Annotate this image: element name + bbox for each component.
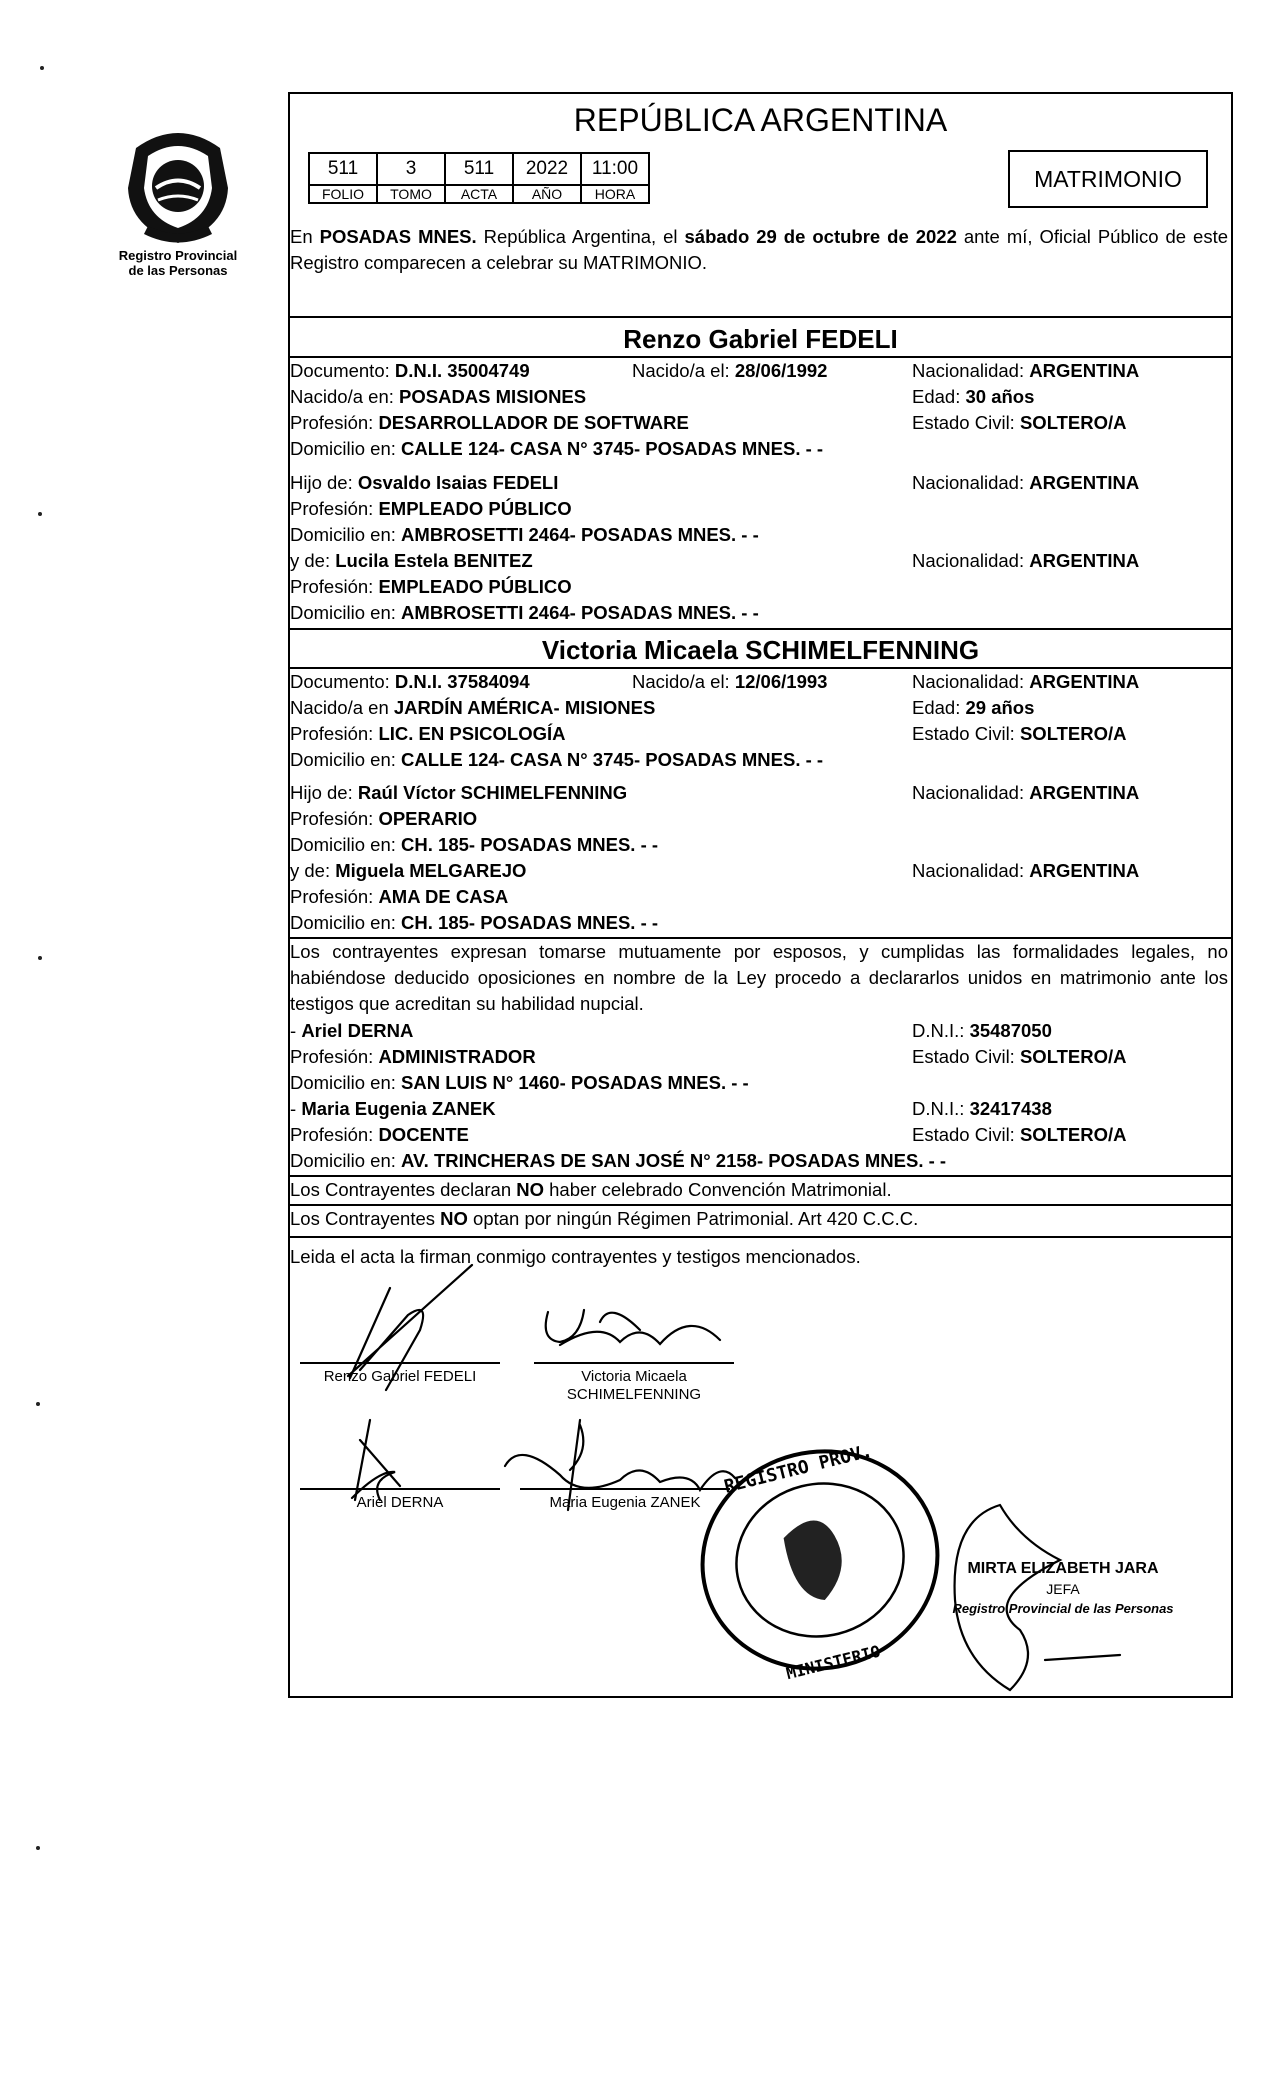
- ano-label: AÑO: [513, 185, 581, 203]
- regime-statement: Los Contrayentes NO optan por ningún Régimen Patrimonial. Art 420 C.C.C.: [290, 1208, 919, 1229]
- folio-label: FOLIO: [309, 185, 377, 203]
- certificate-frame-bottom: [288, 1696, 1233, 1698]
- official-title: JEFA: [1046, 1581, 1080, 1597]
- intro-paragraph: [290, 224, 1228, 276]
- spouse2-signature-line1: Victoria Micaela: [581, 1368, 687, 1385]
- spouse2-birthplace: Nacido/a en JARDÍN AMÉRICA- MISIONES: [290, 697, 656, 718]
- svg-text:MINISTERIO: MINISTERIO: [784, 1641, 883, 1684]
- witness2-address: Domicilio en: AV. TRINCHERAS DE SAN JOSÉ N° 2158- POSADAS MNES. - -: [290, 1150, 947, 1171]
- spouse2-father: Hijo de: Raúl Víctor SCHIMELFENNING: [290, 782, 628, 803]
- divider: [288, 628, 1233, 630]
- intro-text-3: ante mí, Oficial Público de este Registro comparecen a celebrar su MATRIMONIO.: [290, 226, 1228, 273]
- declaration-paragraph: Los contrayentes expresan tomarse mutuamente por esposos, y cumplidas las formalidades legales, no habiéndose deducido oposiciones en nombre de la Ley procedo a declararlos unidos en matrimonio ante los testigos que acreditan su habilidad nupcial.: [290, 941, 1228, 1014]
- witness1-dni: D.N.I.: 35487050: [912, 1020, 1052, 1041]
- spouse1-mother-profession: Profesión: EMPLEADO PÚBLICO: [290, 576, 572, 597]
- witness1-civil-status: Estado Civil: SOLTERO/A: [912, 1046, 1127, 1067]
- spouse2-father-nationality: Nacionalidad: ARGENTINA: [912, 782, 1140, 803]
- witness2-dni: D.N.I.: 32417438: [912, 1098, 1052, 1119]
- logo-caption-line2: de las Personas: [128, 263, 228, 278]
- page-title: REPÚBLICA ARGENTINA: [573, 102, 948, 138]
- spouse1-mother-nationality: Nacionalidad: ARGENTINA: [912, 550, 1140, 571]
- spouse2-civil-status: Estado Civil: SOLTERO/A: [912, 723, 1127, 744]
- scan-dot: [38, 512, 42, 516]
- folio-value: 511: [309, 153, 377, 185]
- witness1-profession: Profesión: ADMINISTRADOR: [290, 1046, 536, 1067]
- spouse1-documento: Documento: D.N.I. 35004749: [290, 360, 530, 381]
- record-type-box: MATRIMONIO: [1008, 150, 1208, 208]
- spouse1-father-profession: Profesión: EMPLEADO PÚBLICO: [290, 498, 572, 519]
- spouse1-address: Domicilio en: CALLE 124- CASA N° 3745- POSADAS MNES. - -: [290, 438, 824, 459]
- spouse2-name: Victoria Micaela SCHIMELFENNING: [541, 635, 980, 665]
- spouse2-mother-nationality: Nacionalidad: ARGENTINA: [912, 860, 1140, 881]
- convention-statement: Los Contrayentes declaran NO haber celebrado Convención Matrimonial.: [290, 1179, 892, 1200]
- spouse1-profession: Profesión: DESARROLLADOR DE SOFTWARE: [290, 412, 689, 433]
- spouse1-nationality: Nacionalidad: ARGENTINA: [912, 360, 1140, 381]
- registry-logo: [108, 118, 248, 288]
- spouse2-mother-address: Domicilio en: CH. 185- POSADAS MNES. - -: [290, 912, 659, 933]
- spouse1-father: Hijo de: Osvaldo Isaias FEDELI: [290, 472, 559, 493]
- witness2-civil-status: Estado Civil: SOLTERO/A: [912, 1124, 1127, 1145]
- tomo-value: 3: [377, 153, 445, 185]
- divider: [288, 1236, 1233, 1238]
- spouse1-mother-address: Domicilio en: AMBROSETTI 2464- POSADAS MNES. - -: [290, 602, 759, 623]
- spouse2-birthdate: Nacido/a el: 12/06/1993: [632, 671, 828, 692]
- spouse2-nationality: Nacionalidad: ARGENTINA: [912, 671, 1140, 692]
- intro-date: sábado 29 de octubre de 2022: [684, 226, 957, 247]
- scan-dot: [36, 1846, 40, 1850]
- signature-line: [520, 1488, 730, 1490]
- spouse2-age: Edad: 29 años: [912, 697, 1035, 718]
- spouse1-birthplace: Nacido/a en: POSADAS MISIONES: [290, 386, 587, 407]
- tomo-label: TOMO: [377, 185, 445, 203]
- spouse2-address: Domicilio en: CALLE 124- CASA N° 3745- POSADAS MNES. - -: [290, 749, 824, 770]
- hora-value: 11:00: [581, 153, 649, 185]
- ano-value: 2022: [513, 153, 581, 185]
- spouse2-signature-line2: SCHIMELFENNING: [566, 1386, 702, 1403]
- official-name: MIRTA ELIZABETH JARA: [967, 1560, 1159, 1577]
- intro-place: POSADAS MNES.: [319, 226, 477, 247]
- acta-value: 511: [445, 153, 513, 185]
- spouse1-signature-label: Renzo Gabriel FEDELI: [323, 1368, 477, 1385]
- spouse1-civil-status: Estado Civil: SOLTERO/A: [912, 412, 1127, 433]
- witness2-profession: Profesión: DOCENTE: [290, 1124, 469, 1145]
- intro-text-2: República Argentina, el: [476, 226, 685, 247]
- spouse2-father-address: Domicilio en: CH. 185- POSADAS MNES. - -: [290, 834, 659, 855]
- svg-text:REGISTRO PROV.: REGISTRO PROV.: [722, 1440, 875, 1498]
- intro-text-1: En: [290, 226, 320, 247]
- provincial-seal-icon: [118, 118, 238, 248]
- acta-label: ACTA: [445, 185, 513, 203]
- closing-statement: Leida el acta la firman conmigo contrayentes y testigos mencionados.: [290, 1246, 861, 1267]
- witness2-signature-label: Maria Eugenia ZANEK: [549, 1494, 701, 1511]
- witness1-name: - Ariel DERNA: [290, 1020, 414, 1041]
- scan-dot: [36, 1402, 40, 1406]
- divider: [288, 316, 1233, 318]
- official-office: Registro Provincial de las Personas: [952, 1601, 1174, 1616]
- scan-dot: [40, 66, 44, 70]
- spouse1-father-nationality: Nacionalidad: ARGENTINA: [912, 472, 1140, 493]
- spouse1-age: Edad: 30 años: [912, 386, 1035, 407]
- witness1-signature-label: Ariel DERNA: [356, 1494, 444, 1511]
- signature-line: [300, 1362, 500, 1364]
- signature-line: [300, 1488, 500, 1490]
- spouse2-profession: Profesión: LIC. EN PSICOLOGÍA: [290, 723, 566, 744]
- registry-data-table: [308, 152, 650, 204]
- scan-dot: [38, 956, 42, 960]
- hora-label: HORA: [581, 185, 649, 203]
- spouse2-mother: y de: Miguela MELGAREJO: [290, 860, 527, 881]
- spouse1-birthdate: Nacido/a el: 28/06/1992: [632, 360, 828, 381]
- witness2-name: - Maria Eugenia ZANEK: [290, 1098, 496, 1119]
- logo-caption-line1: Registro Provincial: [118, 248, 238, 263]
- spouse1-name: Renzo Gabriel FEDELI: [623, 324, 898, 354]
- spouse2-documento: Documento: D.N.I. 37584094: [290, 671, 530, 692]
- spouse2-signature-label: [534, 1368, 734, 1404]
- spouse1-father-address: Domicilio en: AMBROSETTI 2464- POSADAS MNES. - -: [290, 524, 759, 545]
- signature-line: [534, 1362, 734, 1364]
- spouse1-mother: y de: Lucila Estela BENITEZ: [290, 550, 533, 571]
- spouse2-father-profession: Profesión: OPERARIO: [290, 808, 478, 829]
- spouse2-mother-profession: Profesión: AMA DE CASA: [290, 886, 509, 907]
- witness1-address: Domicilio en: SAN LUIS N° 1460- POSADAS MNES. - -: [290, 1072, 749, 1093]
